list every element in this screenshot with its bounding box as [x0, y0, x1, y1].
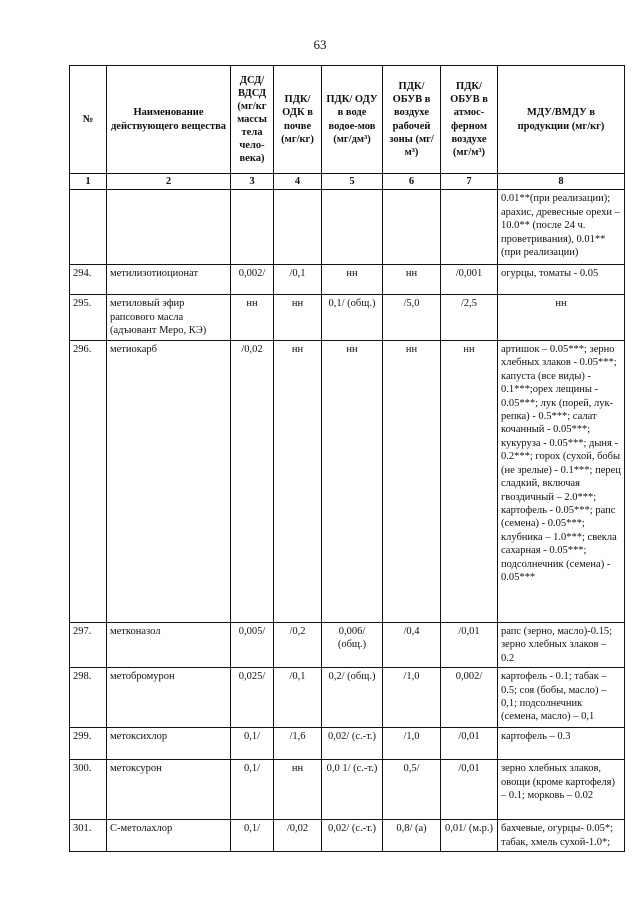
row-number: 295. — [70, 295, 107, 340]
water-value: 0,02/ (с.-т.) — [322, 820, 383, 852]
work-air-value: /1,0 — [383, 668, 441, 728]
row-number — [70, 190, 107, 265]
dsd-value: 0,1/ — [231, 728, 274, 760]
regulation-table — [69, 65, 625, 852]
substance-name — [107, 190, 231, 265]
dsd-value: 0,1/ — [231, 760, 274, 820]
work-air-value: /1,0 — [383, 728, 441, 760]
water-value: 0,2/ (общ.) — [322, 668, 383, 728]
atm-air-value: 0,002/ — [441, 668, 498, 728]
mdu-value: зерно хлебных злаков, овощи (кроме картофеля) – 0.1; морковь – 0.02 — [498, 760, 625, 820]
dsd-value: /0,02 — [231, 340, 274, 622]
mdu-value: картофель – 0.3 — [498, 728, 625, 760]
column-number: 7 — [441, 174, 498, 190]
dsd-value: 0,025/ — [231, 668, 274, 728]
water-value: 0,0 1/ (с.-т.) — [322, 760, 383, 820]
table-row — [70, 190, 625, 265]
table-row — [70, 340, 625, 622]
table-row — [70, 265, 625, 295]
column-number: 2 — [107, 174, 231, 190]
row-number: 300. — [70, 760, 107, 820]
soil-value: /0,02 — [274, 820, 322, 852]
work-air-value: 0,5/ — [383, 760, 441, 820]
work-air-value: /5,0 — [383, 295, 441, 340]
substance-name: метилизотиоционат — [107, 265, 231, 295]
work-air-value: нн — [383, 265, 441, 295]
mdu-value: артишок – 0.05***; зерно хлебных злаков - 0.05***; капуста (все виды) - 0.1***;орех лещины - 0.05***; лук (порей, лук-репка) - 0.5***; салат кочанный - 0.05***; кукуруза - 0.05***; дыня - 0.2***; горох (сухой, бобы (не зрелые) - 0.1***; перец сладкий, включая гвоздичный – 2.0***; картофель - 0.05***; рапс (семена) - 0.05***; клубника – 1.0***; свекла сахарная - 0.05***; подсолнечник (семена) - 0.05*** — [498, 340, 625, 622]
header-dsd: ДСД/ ВДСД (мг/кг массы тела чело-века) — [231, 66, 274, 174]
dsd-value: 0,1/ — [231, 820, 274, 852]
mdu-value: картофель - 0.1; табак – 0.5; соя (бобы, масло) – 0,1; подсолнечник (семена, масло) – 0,1 — [498, 668, 625, 728]
water-value: 0,006/ (общ.) — [322, 622, 383, 667]
row-number: 301. — [70, 820, 107, 852]
atm-air-value: /0,01 — [441, 728, 498, 760]
header-water: ПДК/ ОДУ в воде водое-мов (мг/дм³) — [322, 66, 383, 174]
work-air-value: 0,8/ (а) — [383, 820, 441, 852]
column-number: 5 — [322, 174, 383, 190]
soil-value: нн — [274, 340, 322, 622]
substance-name: метобромурон — [107, 668, 231, 728]
column-number: 6 — [383, 174, 441, 190]
water-value: 0,02/ (с.-т.) — [322, 728, 383, 760]
soil-value: /1,6 — [274, 728, 322, 760]
mdu-value: бахчевые, огурцы- 0.05*; табак, хмель сухой-1.0*; — [498, 820, 625, 852]
dsd-value: нн — [231, 295, 274, 340]
atm-air-value: нн — [441, 340, 498, 622]
dsd-value — [231, 190, 274, 265]
soil-value: нн — [274, 295, 322, 340]
table-row — [70, 622, 625, 667]
header-soil: ПДК/ ОДК в почве (мг/кг) — [274, 66, 322, 174]
mdu-value: рапс (зерно, масло)-0.15; зерно хлебных злаков – 0.2 — [498, 622, 625, 667]
dsd-value: 0,005/ — [231, 622, 274, 667]
atm-air-value — [441, 190, 498, 265]
header-work-air: ПДК/ ОБУВ в воздухе рабочей зоны (мг/м³) — [383, 66, 441, 174]
header-atm-air: ПДК/ ОБУВ в атмос-ферном воздухе (мг/м³) — [441, 66, 498, 174]
column-number: 4 — [274, 174, 322, 190]
table-row — [70, 728, 625, 760]
substance-name: метконазол — [107, 622, 231, 667]
water-value — [322, 190, 383, 265]
column-number-row — [70, 174, 625, 190]
header-number: № — [70, 66, 107, 174]
substance-name: метиокарб — [107, 340, 231, 622]
atm-air-value: /2,5 — [441, 295, 498, 340]
substance-name: метоксурон — [107, 760, 231, 820]
row-number: 294. — [70, 265, 107, 295]
water-value: нн — [322, 340, 383, 622]
mdu-value: нн — [498, 295, 625, 340]
mdu-value: 0.01**(при реализации); арахис, древесные орехи – 10.0** (после 24 ч. проветривания), 0.01**(при реализации) — [498, 190, 625, 265]
soil-value: /0,1 — [274, 265, 322, 295]
dsd-value: 0,002/ — [231, 265, 274, 295]
table-row — [70, 668, 625, 728]
header-row — [70, 66, 625, 174]
work-air-value — [383, 190, 441, 265]
atm-air-value: /0,01 — [441, 760, 498, 820]
atm-air-value: /0,001 — [441, 265, 498, 295]
soil-value: нн — [274, 760, 322, 820]
substance-name: метиловый эфир рапсового масла (адъювант Меро, КЭ) — [107, 295, 231, 340]
row-number: 298. — [70, 668, 107, 728]
soil-value: /0,2 — [274, 622, 322, 667]
table-row — [70, 820, 625, 852]
water-value: 0,1/ (общ.) — [322, 295, 383, 340]
soil-value — [274, 190, 322, 265]
atm-air-value: 0,01/ (м.р.) — [441, 820, 498, 852]
substance-name: С-метолахлор — [107, 820, 231, 852]
row-number: 297. — [70, 622, 107, 667]
soil-value: /0,1 — [274, 668, 322, 728]
water-value: нн — [322, 265, 383, 295]
substance-name: метоксихлор — [107, 728, 231, 760]
row-number: 299. — [70, 728, 107, 760]
column-number: 1 — [70, 174, 107, 190]
table-row — [70, 295, 625, 340]
page-number: 63 — [313, 37, 327, 52]
table-row — [70, 760, 625, 820]
mdu-value: огурцы, томаты - 0.05 — [498, 265, 625, 295]
work-air-value: нн — [383, 340, 441, 622]
column-number: 3 — [231, 174, 274, 190]
header-substance-name: Наименование действующего вещества — [107, 66, 231, 174]
atm-air-value: /0,01 — [441, 622, 498, 667]
row-number: 296. — [70, 340, 107, 622]
header-mdu: МДУ/ВМДУ в продукции (мг/кг) — [498, 66, 625, 174]
work-air-value: /0,4 — [383, 622, 441, 667]
column-number: 8 — [498, 174, 625, 190]
